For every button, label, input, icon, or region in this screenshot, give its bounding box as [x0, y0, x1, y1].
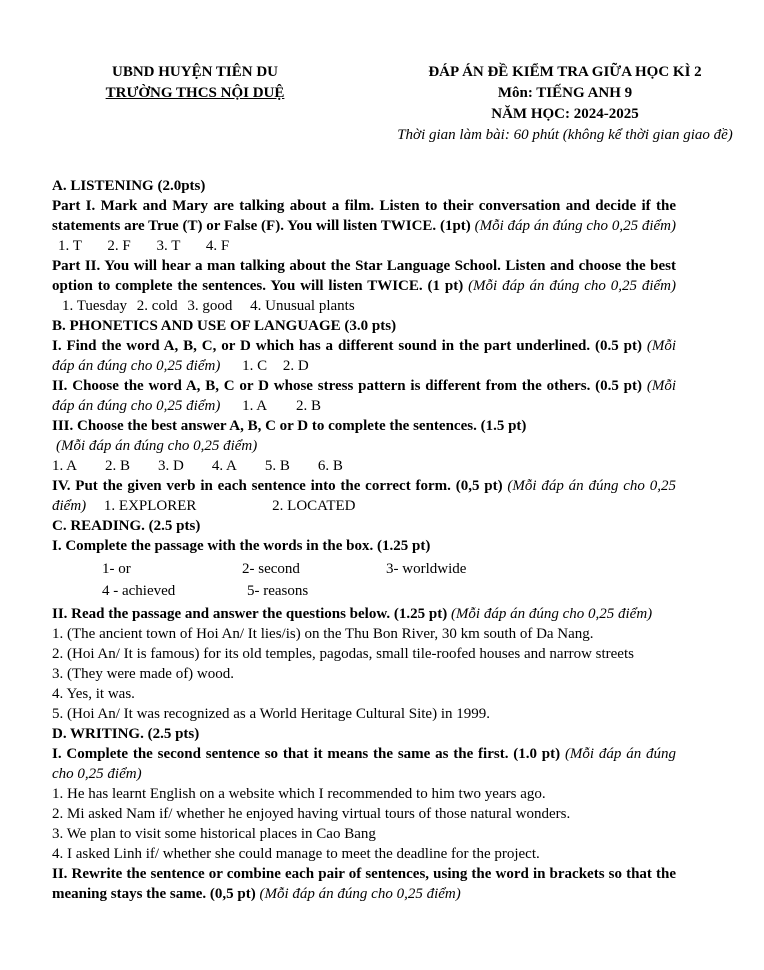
- b-q4-answer: 2. LOCATED: [272, 498, 356, 514]
- word-box-item: 5- reasons: [247, 583, 309, 599]
- word-box-item: 3- worldwide: [386, 561, 467, 577]
- b-q3-answer: 5. B: [264, 458, 290, 474]
- b-q4-note: (Mỗi đáp án đúng cho 0,25 điểm): [52, 478, 676, 514]
- word-box: [52, 558, 676, 602]
- part1-instruction: Part I. Mark and Mary are talking about a film. Listen to their conversation and decide if the statements are True (T) or False (F). You will listen TWICE. (1pt): [52, 198, 676, 234]
- word-box-row: [52, 580, 676, 602]
- section-c-title: C. READING. (2.5 pts): [52, 518, 201, 534]
- b-q4-instruction: IV. Put the given verb in each sentence into the correct form. (0,5 pt): [52, 478, 503, 494]
- b-q2-answer: 1. A: [242, 398, 267, 414]
- b-q3-note: (Mỗi đáp án đúng cho 0,25 điểm): [56, 438, 258, 454]
- school-name: TRƯỜNG THCS NỘI DUỆ: [105, 85, 285, 101]
- b-q3-answer: 1. A: [52, 458, 78, 474]
- c-q1-instruction: I. Complete the passage with the words in the box. (1.25 pt): [52, 538, 431, 554]
- d-q2-note: (Mỗi đáp án đúng cho 0,25 điểm): [259, 886, 461, 902]
- part1-answer: 2. F: [107, 238, 131, 254]
- exam-duration: Thời gian làm bài: 60 phút (không kể thời gian giao đề): [397, 127, 733, 143]
- answer-key-body: [52, 176, 676, 904]
- d-q1-note: (Mỗi đáp án đúng cho 0,25 điểm): [52, 746, 676, 782]
- section-d-q1: [52, 744, 676, 784]
- part2-answer: 2. cold: [136, 298, 178, 314]
- b-q2-answer: 2. B: [296, 398, 322, 414]
- b-q3-answers: [52, 456, 676, 476]
- part2-answer: 1. Tuesday: [62, 298, 128, 314]
- c-q2-answer: 1. (The ancient town of Hoi An/ It lies/is) on the Thu Bon River, 30 km south of Da Nang.: [52, 626, 594, 642]
- c-q2-note: (Mỗi đáp án đúng cho 0,25 điểm): [450, 606, 653, 622]
- c-q2-answer: 5. (Hoi An/ It was recognized as a World Heritage Cultural Site) in 1999.: [52, 706, 490, 722]
- b-q3-answer: 3. D: [158, 458, 184, 474]
- c-q2-instruction: II. Read the passage and answer the questions below. (1.25 pt): [52, 606, 448, 622]
- section-b-q3: [52, 416, 676, 476]
- section-c-q2: [52, 604, 676, 624]
- d-q2-instruction: II. Rewrite the sentence or combine each pair of sentences, using the word in brackets so that the meaning stays the same. (0,5 pt): [52, 866, 676, 902]
- part1-answer: 3. T: [156, 238, 181, 254]
- b-q3-answer: 2. B: [105, 458, 131, 474]
- b-q2-instruction: II. Choose the word A, B, C or D whose stress pattern is different from the others. (0.5 pt): [52, 378, 643, 394]
- section-b-q2: [52, 376, 676, 416]
- section-a-part1: [52, 196, 676, 256]
- b-q1-instruction: I. Find the word A, B, C, or D which has a different sound in the part underlined. (0.5 pt): [52, 338, 642, 354]
- b-q3-answer: 6. B: [317, 458, 343, 474]
- b-q1-answer: 1. C: [242, 358, 268, 374]
- c-q2-answer: 2. (Hoi An/ It is famous) for its old temples, pagodas, small tile-roofed houses and narrow streets: [52, 646, 634, 662]
- b-q2-note: (Mỗi đáp án đúng cho 0,25 điểm): [52, 378, 676, 414]
- c-q2-answer: 4. Yes, it was.: [52, 686, 135, 702]
- b-q1-answer: 2. D: [282, 358, 309, 374]
- word-box-item: 2- second: [242, 561, 300, 577]
- section-b-q4: [52, 476, 676, 516]
- section-d-q2: [52, 864, 676, 904]
- part1-answer: 1. T: [58, 238, 82, 254]
- school-header: [80, 62, 310, 104]
- part2-instruction: Part II. You will hear a man talking about the Star Language School. Listen and choose the best option to complete the sentences. You will listen TWICE. (1 pt): [52, 258, 676, 294]
- part2-note: (Mỗi đáp án đúng cho 0,25 điểm): [468, 278, 676, 294]
- section-d-title: D. WRITING. (2.5 pts): [52, 726, 200, 742]
- exam-title: ĐÁP ÁN ĐỀ KIỂM TRA GIỮA HỌC KÌ 2: [428, 64, 702, 80]
- word-box-item: 1- or: [102, 561, 131, 577]
- d-q1-instruction: I. Complete the second sentence so that it means the same as the first. (1.0 pt): [52, 746, 561, 762]
- part2-answer: 4. Unusual plants: [250, 298, 355, 314]
- d-q1-answer: 3. We plan to visit some historical places in Cao Bang: [52, 826, 376, 842]
- c-q2-answer: 3. (They were made of) wood.: [52, 666, 235, 682]
- part2-answer: 3. good: [187, 298, 233, 314]
- b-q3-answer: 4. A: [211, 458, 237, 474]
- word-box-item: 4 - achieved: [102, 583, 176, 599]
- d-q1-answer: 1. He has learnt English on a website which I recommended to him two years ago.: [52, 786, 546, 802]
- b-q1-note: (Mỗi đáp án đúng cho 0,25 điểm): [52, 338, 676, 374]
- part1-answer: 4. F: [205, 238, 230, 254]
- d-q1-answer: 2. Mi asked Nam if/ whether he enjoyed having virtual tours of those natural wonders.: [52, 806, 571, 822]
- part1-note: (Mỗi đáp án đúng cho 0,25 điểm): [474, 218, 677, 234]
- district-name: UBND HUYỆN TIÊN DU: [112, 64, 278, 80]
- section-a-title: A. LISTENING (2.0pts): [52, 178, 206, 194]
- exam-subject: Môn: TIẾNG ANH 9: [497, 85, 633, 101]
- exam-header: [370, 62, 760, 146]
- word-box-row: [52, 558, 676, 580]
- section-a-part2: [52, 256, 676, 316]
- b-q4-answer: 1. EXPLORER: [103, 498, 197, 514]
- section-b-title: B. PHONETICS AND USE OF LANGUAGE (3.0 pts): [52, 318, 397, 334]
- b-q3-instruction: III. Choose the best answer A, B, C or D to complete the sentences. (1.5 pt): [52, 418, 527, 434]
- section-b-q1: [52, 336, 676, 376]
- d-q1-answer: 4. I asked Linh if/ whether she could manage to meet the deadline for the project.: [52, 846, 540, 862]
- exam-year: NĂM HỌC: 2024-2025: [491, 106, 639, 122]
